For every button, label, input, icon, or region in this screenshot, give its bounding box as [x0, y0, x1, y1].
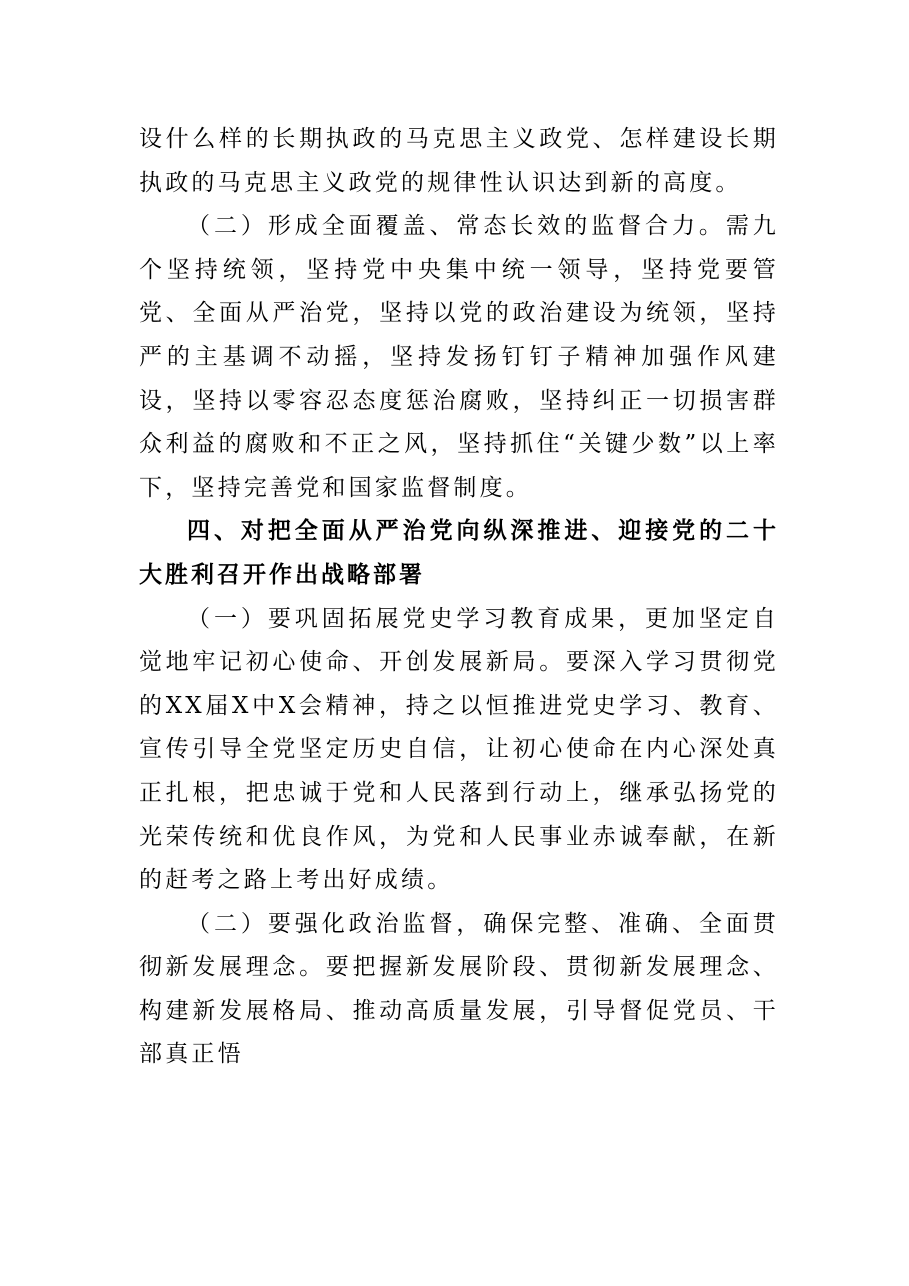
document-body: [139, 118, 779, 1077]
paragraph-continuation: 设什么样的长期执政的马克思主义政党、怎样建设长期执政的马克思主义政党的规律性认识达到新的高度。: [139, 126, 779, 196]
paragraph-party-history-learning: （一）要巩固拓展党史学习教育成果，更加坚定自觉地牢记初心使命、开创发展新局。要深入学习贯彻党的XX届X中X会精神，持之以恒推进党史学习、教育、宣传引导全党坚定历史自信，让初心使命在内心深处真正扎根，把忠诚于党和人民落到行动上，继承弘扬党的光荣传统和优良作风，为党和人民事业赤诚奉献，在新的赶考之路上考出好成绩。: [139, 605, 779, 894]
section-heading-four: 四、对把全面从严治党向纵深推进、迎接党的二十大胜利召开作出战略部署: [139, 518, 779, 588]
paragraph-supervision-synergy: （二）形成全面覆盖、常态长效的监督合力。需九个坚持统领，坚持党中央集中统一领导，坚持党要管党、全面从严治党，坚持以党的政治建设为统领，坚持严的主基调不动摇，坚持发扬钉钉子精神加强作风建设，坚持以零容忍态度惩治腐败，坚持纠正一切损害群众利益的腐败和不正之风，坚持抓住“关键少数”以上率下，坚持完善党和国家监督制度。: [139, 213, 779, 501]
paragraph-political-supervision: （二）要强化政治监督，确保完整、准确、全面贯彻新发展理念。要把握新发展阶段、贯彻新发展理念、构建新发展格局、推动高质量发展，引导督促党员、干部真正悟: [139, 910, 779, 1068]
